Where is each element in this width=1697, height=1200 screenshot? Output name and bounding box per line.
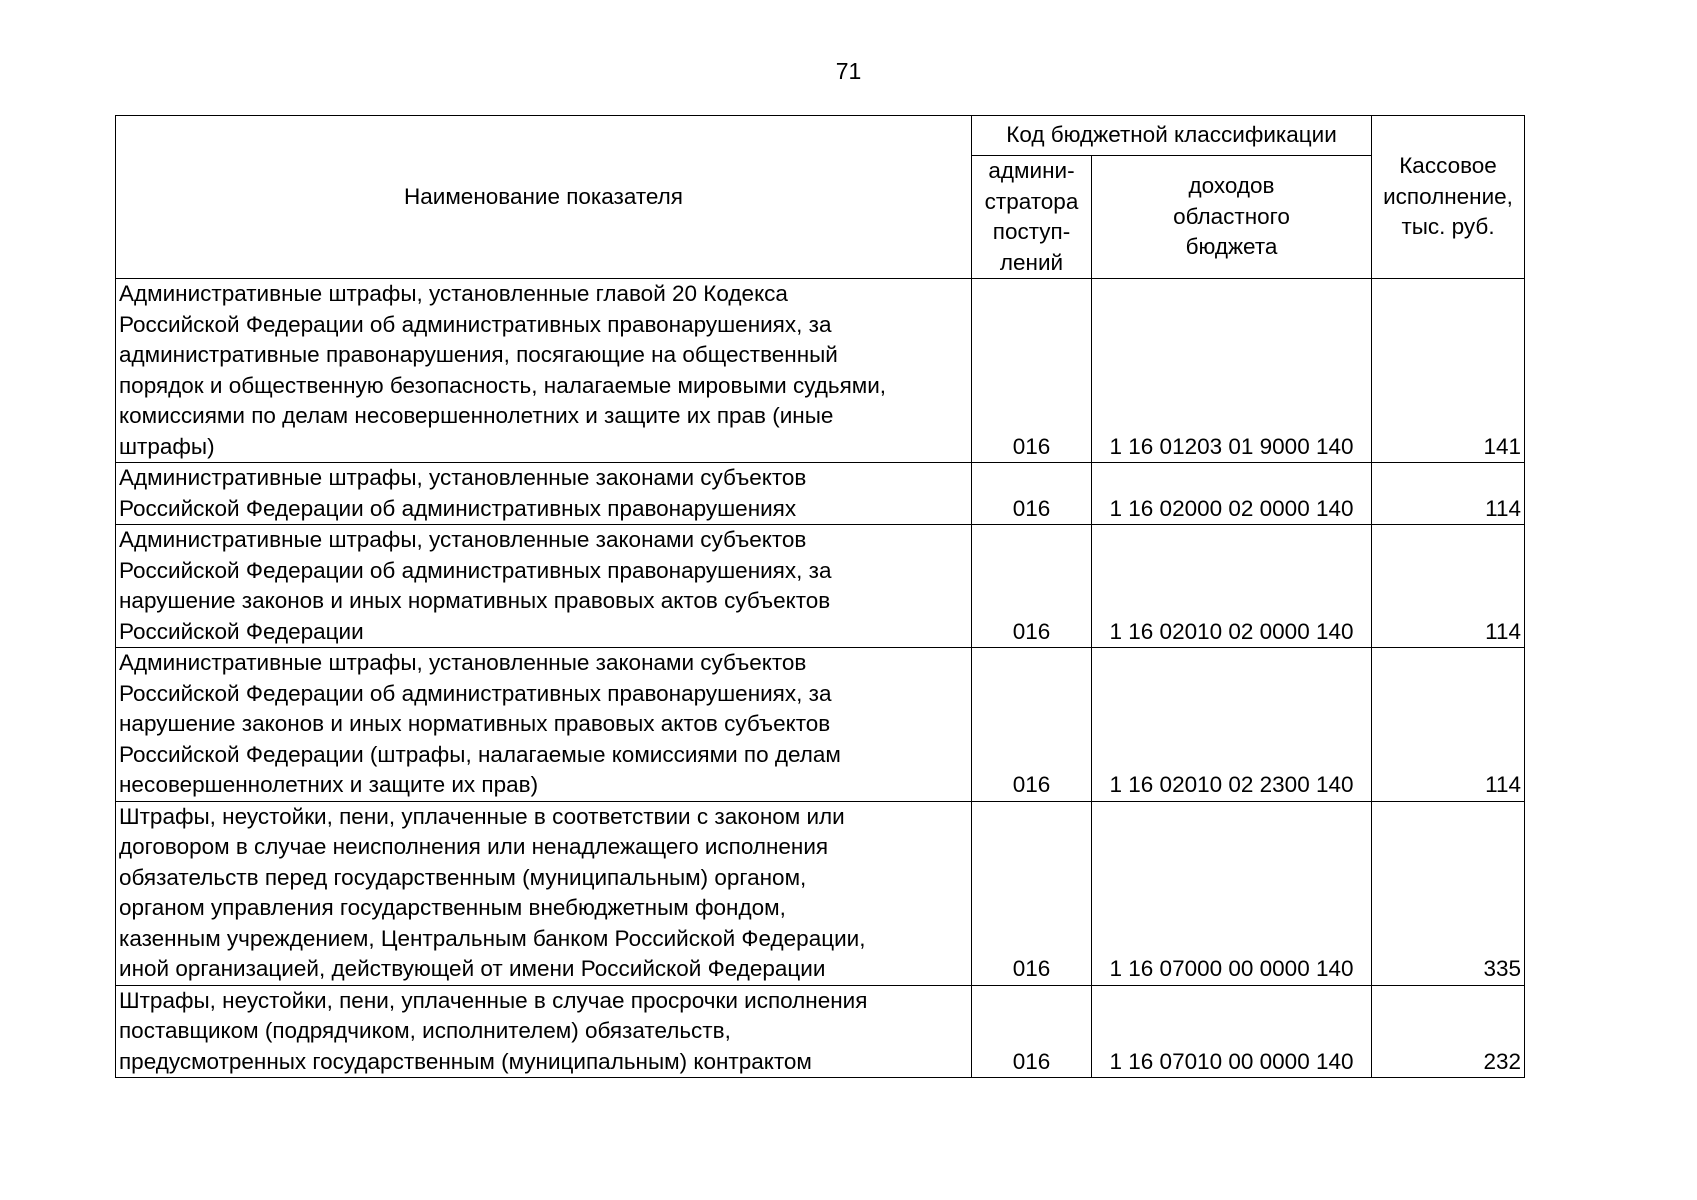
row-name-line: обязательств перед государственным (муниципальным) органом, — [119, 864, 807, 890]
table-body — [116, 279, 1525, 1078]
budget-table — [115, 115, 1525, 1078]
row-name-line: Административные штрафы, установленные главой 20 Кодекса — [119, 281, 788, 306]
row-admin-code: 016 — [972, 648, 1092, 802]
row-name-cell — [116, 525, 972, 648]
row-name-line: Российской Федерации об административных правонарушениях, за — [119, 557, 832, 583]
header-amount-line: Кассовое — [1399, 153, 1497, 179]
table-row — [116, 279, 1525, 463]
row-name-cell — [116, 648, 972, 802]
row-name-line: комиссиями по делам несовершеннолетних и защите их прав (иные — [119, 403, 834, 428]
row-name-line: предусмотренных государственным (муниципальным) контрактом — [119, 1048, 812, 1074]
row-name-cell — [116, 801, 972, 985]
row-name-line: Административные штрафы, установленные законами субъектов — [119, 465, 807, 490]
row-name-line: порядок и общественную безопасность, налагаемые мировыми судьями, — [119, 372, 887, 398]
row-name-line: казенным учреждением, Центральным банком Российской Федерации, — [119, 925, 866, 951]
header-admin-line: стратора — [984, 188, 1079, 214]
row-income-code: 1 16 02010 02 0000 140 — [1092, 525, 1372, 648]
table-row — [116, 525, 1525, 648]
row-income-code: 1 16 02010 02 2300 140 — [1092, 648, 1372, 802]
row-name-cell — [116, 279, 972, 463]
header-income-line: доходов — [1188, 173, 1275, 199]
row-income-code: 1 16 01203 01 9000 140 — [1092, 279, 1372, 463]
table-row — [116, 463, 1525, 525]
header-amount-line: исполнение, — [1383, 183, 1513, 209]
table-row — [116, 801, 1525, 985]
row-name-cell — [116, 985, 972, 1078]
row-amount: 114 — [1372, 463, 1525, 525]
row-name-line: административные правонарушения, посягающие на общественный — [119, 342, 838, 367]
row-name-line: Штрафы, неустойки, пени, уплаченные в случае просрочки исполнения — [119, 987, 868, 1013]
row-income-code: 1 16 07000 00 0000 140 — [1092, 801, 1372, 985]
row-name-line: договором в случае неисполнения или ненадлежащего исполнения — [119, 834, 829, 859]
table-row — [116, 648, 1525, 802]
row-name-line: поставщиком (подрядчиком, исполнителем) обязательств, — [119, 1018, 731, 1043]
header-income-line: областного — [1173, 203, 1290, 229]
header-admin-col — [972, 156, 1092, 279]
row-amount: 335 — [1372, 801, 1525, 985]
row-amount: 114 — [1372, 525, 1525, 648]
row-name-line: нарушение законов и иных нормативных правовых актов субъектов — [119, 711, 831, 736]
row-name-line: нарушение законов и иных нормативных правовых актов субъектов — [119, 588, 831, 613]
header-admin-line: лений — [999, 249, 1064, 275]
row-amount: 232 — [1372, 985, 1525, 1078]
row-admin-code: 016 — [972, 985, 1092, 1078]
table-row — [116, 985, 1525, 1078]
row-name-line: Российской Федерации об административных правонарушениях, за — [119, 311, 832, 337]
row-admin-code: 016 — [972, 463, 1092, 525]
row-admin-code: 016 — [972, 525, 1092, 648]
row-name-line: Штрафы, неустойки, пени, уплаченные в соответствии с законом или — [119, 803, 845, 829]
row-name-line: Административные штрафы, установленные законами субъектов — [119, 527, 807, 552]
row-amount: 114 — [1372, 648, 1525, 802]
row-name-line: несовершеннолетних и защите их прав) — [119, 772, 539, 797]
row-name-line: иной организацией, действующей от имени Российской Федерации — [119, 956, 826, 981]
row-name-line: Административные штрафы, установленные законами субъектов — [119, 650, 807, 675]
row-name-line: Российской Федерации — [119, 618, 364, 644]
header-income-col — [1092, 156, 1372, 279]
header-admin-line: поступ- — [992, 219, 1071, 244]
row-name-cell — [116, 463, 972, 525]
row-income-code: 1 16 02000 02 0000 140 — [1092, 463, 1372, 525]
row-name-line: Российской Федерации об административных правонарушениях — [119, 495, 797, 521]
row-name-line: органом управления государственным внебюджетным фондом, — [119, 895, 786, 920]
header-code-group: Код бюджетной классификации — [972, 116, 1372, 156]
row-name-line: штрафы) — [119, 433, 215, 459]
row-name-line: Российской Федерации (штрафы, налагаемые комиссиями по делам — [119, 741, 841, 767]
page-number: 71 — [835, 58, 862, 84]
row-amount: 141 — [1372, 279, 1525, 463]
row-income-code: 1 16 07010 00 0000 140 — [1092, 985, 1372, 1078]
header-amount-col — [1372, 116, 1525, 279]
row-admin-code: 016 — [972, 801, 1092, 985]
row-name-line: Российской Федерации об административных правонарушениях, за — [119, 680, 832, 706]
row-admin-code: 016 — [972, 279, 1092, 463]
header-income-line: бюджета — [1185, 234, 1278, 260]
header-admin-line: админи- — [988, 158, 1075, 183]
header-name-col: Наименование показателя — [116, 116, 972, 279]
header-amount-line: тыс. руб. — [1401, 214, 1495, 240]
